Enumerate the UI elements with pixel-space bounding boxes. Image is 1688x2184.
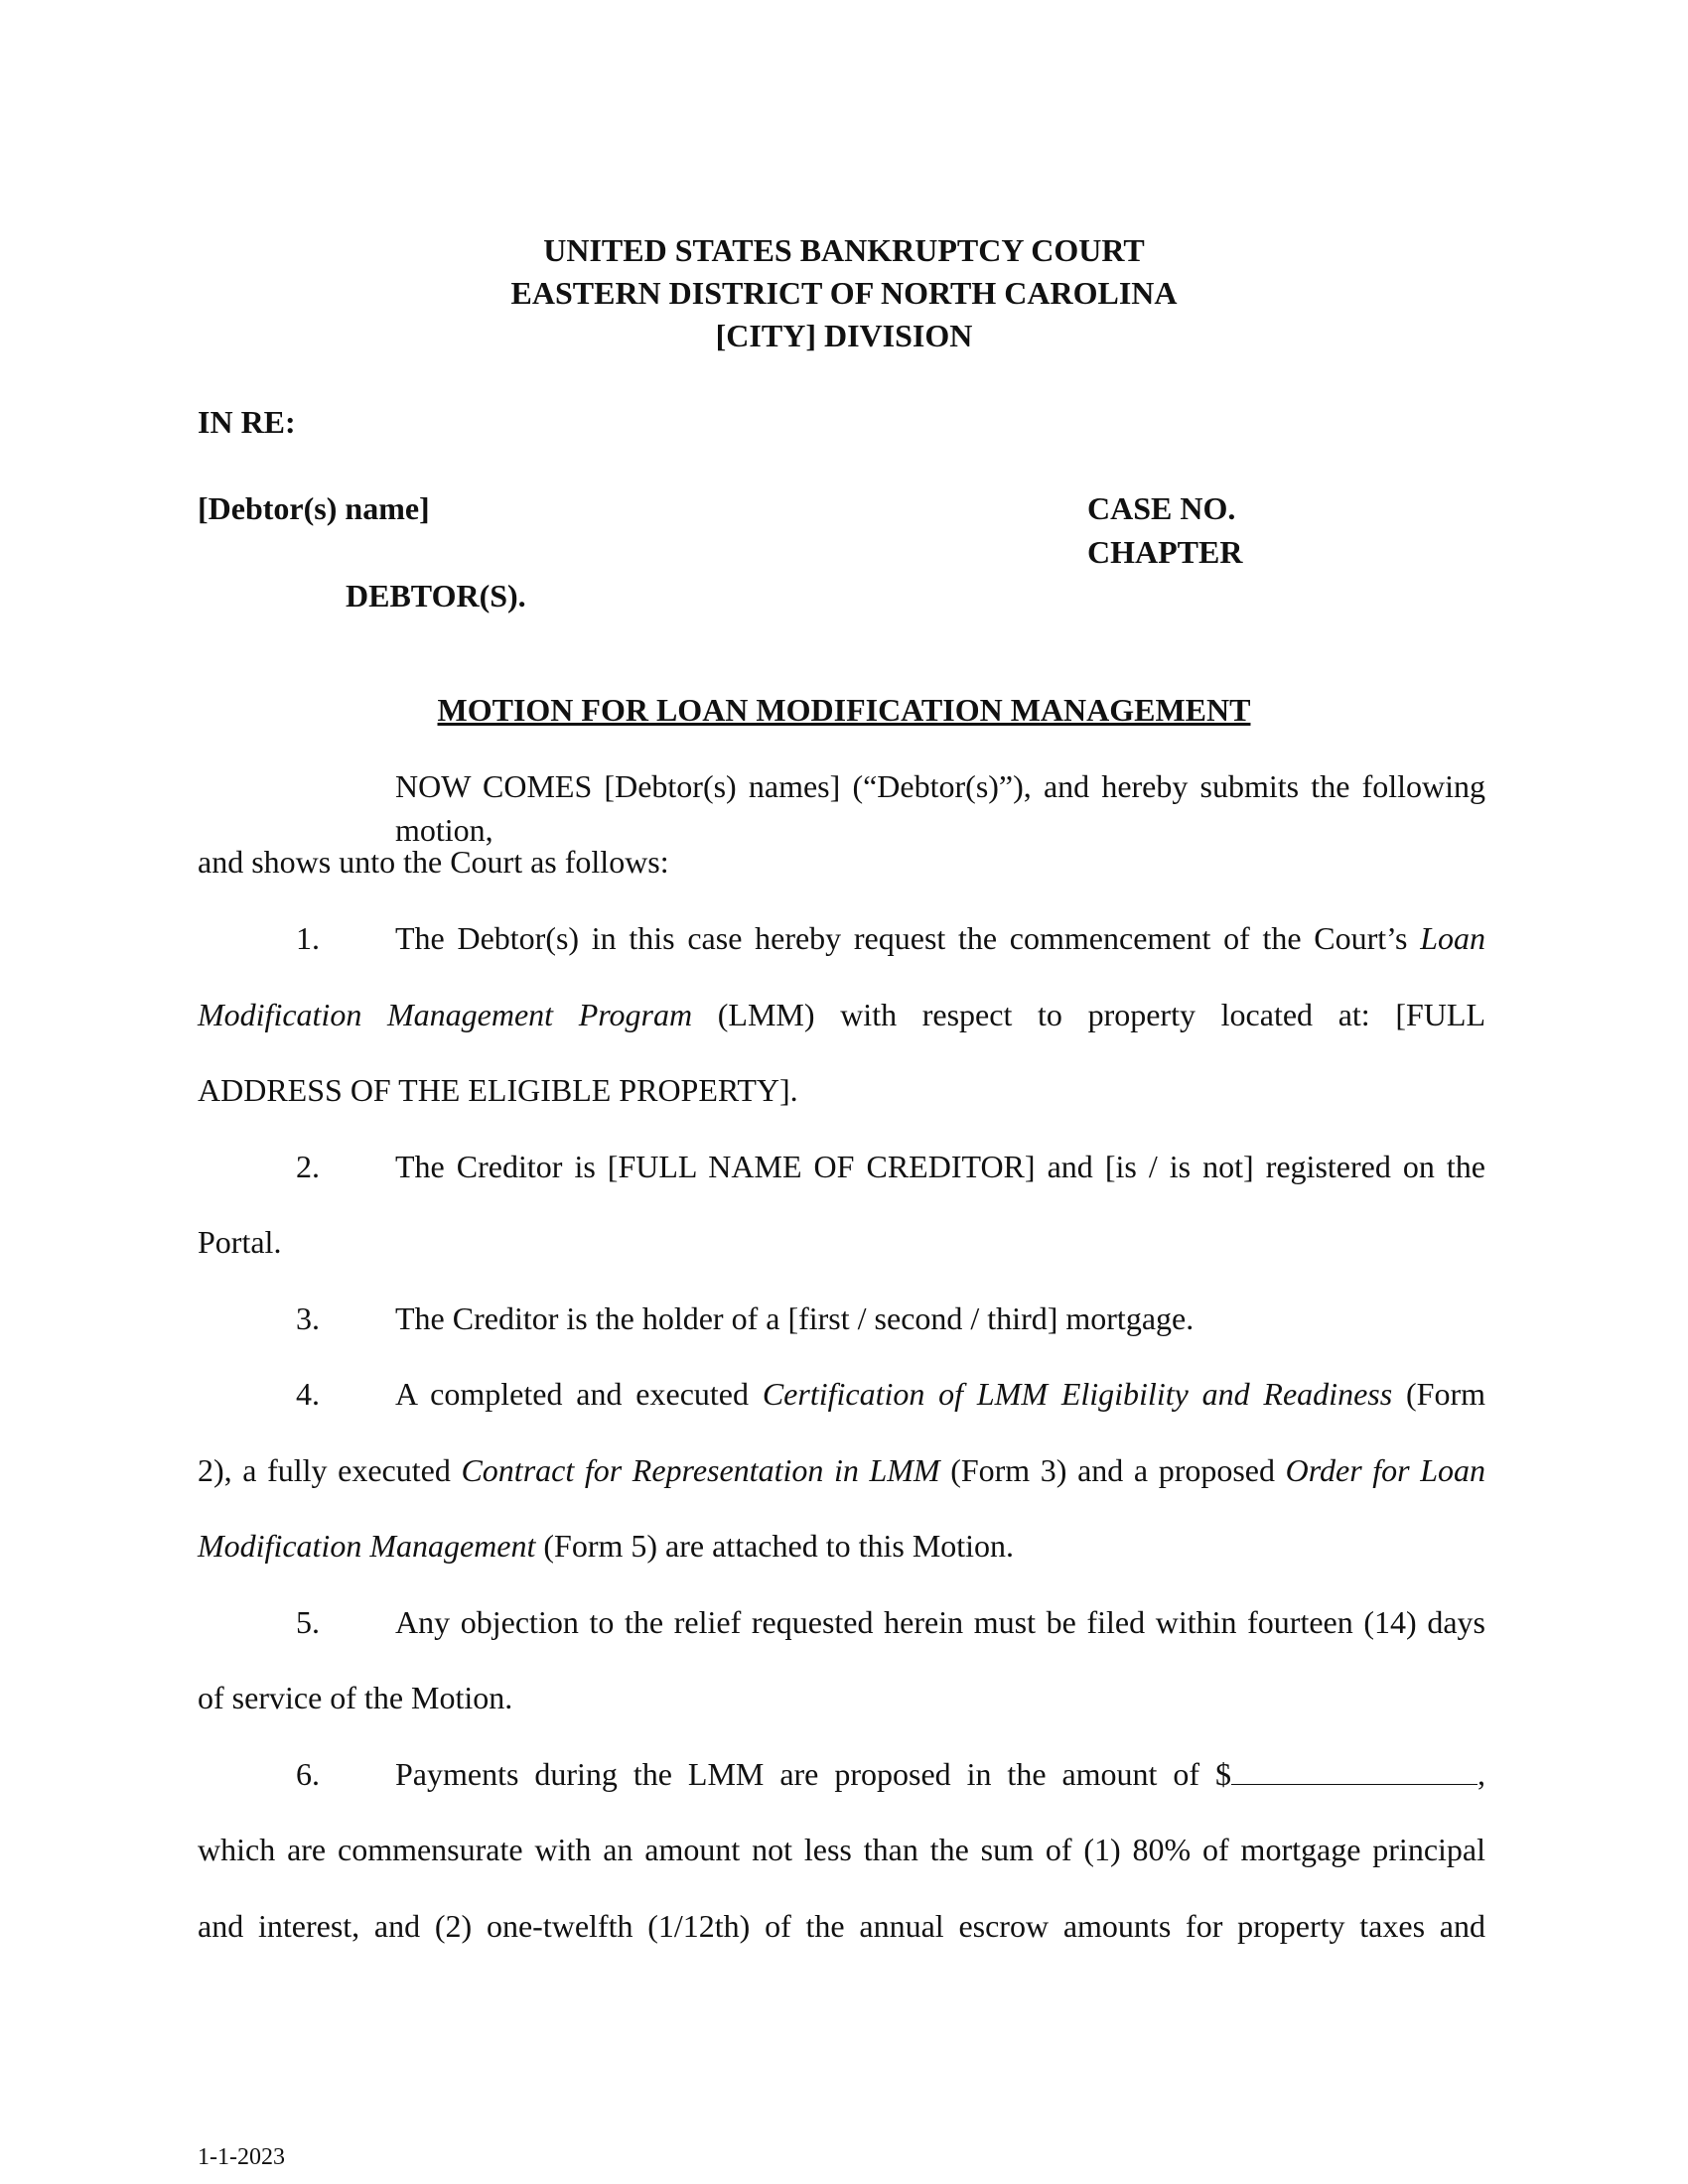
paragraph-number: 2. <box>296 1149 320 1184</box>
paragraph-3-line-1: The Creditor is the holder of a [first / second / third] mortgage. <box>395 1300 1195 1336</box>
intro-line-1: NOW COMES [Debtor(s) names] (“Debtor(s)”), and hereby submits the following motion, <box>395 768 1485 848</box>
paragraph-2-line-1: The Creditor is [FULL NAME OF CREDITOR] and [is / is not] registered on the <box>395 1149 1485 1184</box>
paragraph-6-line-2: which are commensurate with an amount not less than the sum of (1) 80% of mortgage principal <box>198 1832 1485 1867</box>
footer-date: 1-1-2023 <box>198 2144 285 2170</box>
paragraph-1-line-1: The Debtor(s) in this case hereby request the commencement of the Court’s Loan <box>395 920 1485 956</box>
paragraph-6-line-1: Payments during the LMM are proposed in the amount of $ , <box>395 1756 1485 1792</box>
chapter-label: CHAPTER <box>1087 534 1243 570</box>
debtor-name: [Debtor(s) name] <box>198 490 430 526</box>
court-name: UNITED STATES BANKRUPTCY COURT <box>543 232 1145 268</box>
paragraph-number: 3. <box>296 1300 320 1336</box>
paragraph-4-line-2: 2), a fully executed Contract for Representation in LMM (Form 3) and a proposed Order for Loan <box>198 1452 1486 1488</box>
paragraph-2-line-2: Portal. <box>198 1224 282 1260</box>
paragraph-number: 4. <box>296 1376 320 1412</box>
intro-line-2: and shows unto the Court as follows: <box>198 844 669 880</box>
paragraph-number: 5. <box>296 1604 320 1640</box>
motion-title: MOTION FOR LOAN MODIFICATION MANAGEMENT <box>437 692 1251 728</box>
paragraph-5-line-1: Any objection to the relief requested herein must be filed within fourteen (14) days <box>395 1604 1485 1640</box>
paragraph-5-line-2: of service of the Motion. <box>198 1680 513 1715</box>
debtors-label: DEBTOR(S). <box>346 578 526 614</box>
paragraph-6-line-3: and interest, and (2) one-twelfth (1/12th) of the annual escrow amounts for property taxes and <box>198 1908 1485 1944</box>
paragraph-1-line-2: Modification Management Program (LMM) with respect to property located at: [FULL <box>198 997 1486 1032</box>
paragraph-1-line-3: ADDRESS OF THE ELIGIBLE PROPERTY]. <box>198 1072 798 1108</box>
court-division: [CITY] DIVISION <box>715 318 973 353</box>
paragraph-number: 1. <box>296 920 320 956</box>
case-number-label: CASE NO. <box>1087 490 1236 526</box>
payment-amount-blank[interactable] <box>1231 1754 1477 1785</box>
paragraph-4-line-1: A completed and executed Certification of LMM Eligibility and Readiness (Form <box>395 1376 1486 1412</box>
in-re-label: IN RE: <box>198 404 296 440</box>
paragraph-number: 6. <box>296 1756 320 1792</box>
paragraph-4-line-3: Modification Management (Form 5) are attached to this Motion. <box>198 1528 1015 1564</box>
court-district: EASTERN DISTRICT OF NORTH CAROLINA <box>510 275 1178 311</box>
